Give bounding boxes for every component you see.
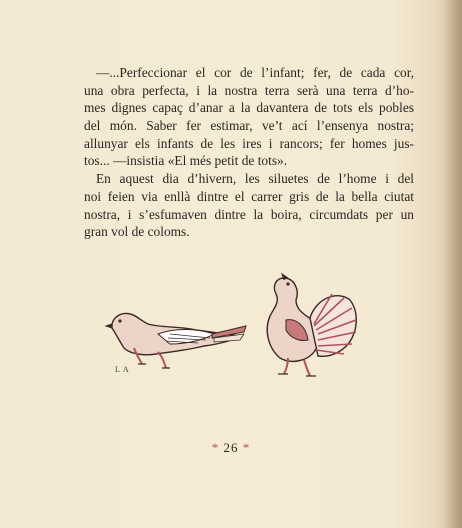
left-pigeon-drawing xyxy=(106,313,246,368)
pigeons-illustration xyxy=(100,268,360,388)
text-line: En aquest dia d’hivern, les siluetes de l’home i del xyxy=(96,171,414,187)
text-line: nostra, i s’esfumaven dintre la boira, circumdats per un xyxy=(84,206,414,222)
page-number-value: 26 xyxy=(223,440,239,455)
right-pigeon-drawing xyxy=(267,274,356,376)
text-line: allunyar els infants de les ires i rancors; fer homes jus- xyxy=(84,135,414,151)
text-line: gran vol de coloms. xyxy=(84,224,190,240)
text-line: una obra perfecta, i la nostra terra serà una terra d’ho- xyxy=(84,82,414,98)
text-line: tos... —insistia «El més petit de tots». xyxy=(84,153,288,169)
star-ornament: * xyxy=(211,440,220,455)
star-ornament: * xyxy=(242,440,251,455)
text-line: noi feien via enllà dintre el carrer gris de la bella ciutat xyxy=(84,188,414,204)
text-line: —...Perfeccionar el cor de l’infant; fer, de cada cor, xyxy=(96,65,414,80)
text-line: mes dignes capaç d’anar a la davantera de tots els pobles xyxy=(84,100,414,116)
text-block xyxy=(84,64,414,241)
text-line: del món. Saber fer estimar, ve’t ací l’ensenya nostra; xyxy=(84,118,414,134)
illustrator-signature: LA xyxy=(115,365,132,374)
page-number xyxy=(0,440,462,456)
